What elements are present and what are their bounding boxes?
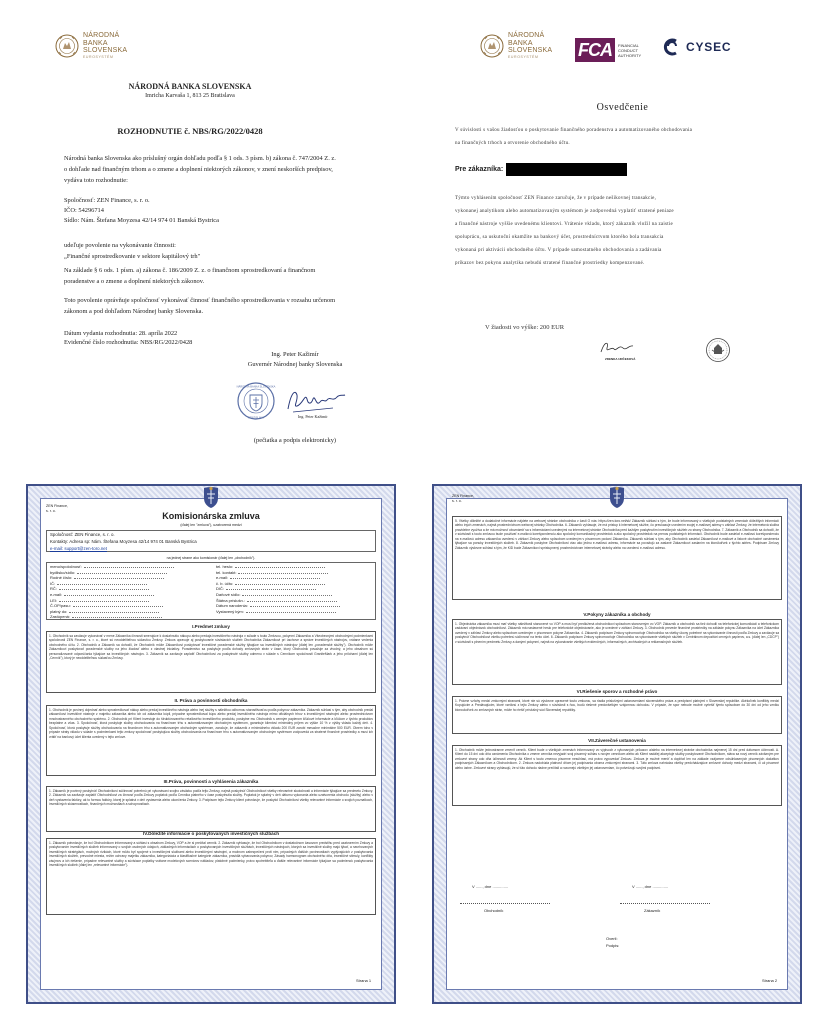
crest-icon bbox=[201, 486, 221, 510]
section-paragraph-box bbox=[452, 516, 782, 600]
client-field-input[interactable] bbox=[77, 573, 167, 574]
client-field bbox=[50, 609, 159, 614]
requested-amount: V žiadosti vo výške: 200 EUR bbox=[485, 324, 565, 331]
client-field bbox=[216, 570, 328, 575]
client-field-input[interactable] bbox=[57, 584, 147, 585]
section-paragraph-box bbox=[46, 786, 376, 832]
signature-line bbox=[620, 903, 710, 904]
fca-text-line: CONDUCT bbox=[618, 47, 638, 53]
client-field bbox=[216, 598, 337, 603]
company-line: Sídlo: Nám. Štefana Moyzesa 42/14 974 01 Banská Bystrica bbox=[64, 217, 219, 224]
client-field-input[interactable] bbox=[64, 595, 154, 596]
section-paragraph: 1. Obchodník sa zaväzuje vykonávať v mene Zákazníka činnosti smerujúce k dosiahnutiu nákupu alebo predaja investičného nástroja v súlade s touto Zmluvou, pokynmi Zákazníka a Všeobecnými obchodnými podmienkami spoločnosti ZEN Finance, s. r. o., ktoré sú neoddeliteľnou súčasťou Zmluvy. Zmluva upravuje aj poskytovanie súvisiacich služieb Obchodníka Zákazníkovi pri úschove a správe investičných nástrojov, vrátane vedenia obchodného účtu. 2. Obchodník a Zákazník sa dohodli, že Obchodník môže Zákazníkovi poskytovať investičné poradenské služby týkajúce sa investičných nástrojov (ďalej len „poradenské služby"). Obchodník môže Zákazníkovi poskytovať poradenské služby na jeho žiadosť alebo z vlastnej iniciatívy. Poradenstvo sa poskytuje podľa dohody zmluvných strán v čase, ktorý Obchodník považuje za vhodný, a jeho obsahom sú personalizované odporúčania týkajúce sa investičných nástrojov. 3. Zákazník sa zaväzuje zaplatiť Obchodníkovi za poskytnuté služby odmenu v súlade s Cenníkom spoločnosti GraniteMark a jeho prílohami (ďalej len „Cenník"), ktorý je neoddeliteľnou súčasťou Zmluvy. bbox=[49, 633, 373, 661]
certificate-seal bbox=[705, 337, 731, 363]
record-number: Evidenčné číslo rozhodnutia: NBS/RG/2022/0428 bbox=[64, 339, 193, 346]
fca-logo bbox=[575, 38, 641, 62]
company-info-row: Spoločnosť: ZEN Finance, s. r. o. bbox=[50, 532, 115, 537]
institution-name: NÁRODNÁ BANKA SLOVENSKA bbox=[128, 82, 252, 91]
intro-line: vydáva toto rozhodnutie: bbox=[64, 177, 128, 184]
section-title: V.Pokyny zákazníka a obchody bbox=[583, 612, 651, 617]
section-title: II. Práva a povinnosti obchodníka bbox=[174, 698, 248, 703]
section-paragraph: 1. Obchodník je povinný dojednať alebo sprostredkovať nákup alebo predaj investičného nástroja alebo inej služby s náležitou odbornou starostlivosťou podľa pokynov zákazníka. Zákazník súhlasí s tým, aby obchodník predal zákazníkovi investičné nástroje z majetku zákazníka alebo ich od zákazníka kúpil, prípadne sprostredkoval kúpu alebo predaj investičného nástroja mimo oficiálnych trhov s investičnými nástrojmi alebo prostredníctvom mnohostranného obchodného systému. 2. Obchodník pri Klient investuje do štruktúrovaného retailového investičného produktu, poskytne mu Obchodník s cenným papierom kľúčové informácie a kľúčom z týchto produktov bezplatne a včas. 3. Spoločnosť, ktorá poskytuje služby obchodovania na finančnom trhu s automatizovaným obchodným systémom, garantuje klientovi minimálny príjem vo výške 10 % z výšky vkladu každý deň. 4. Spoločnosť, ktorá poskytuje služby obchodovania na finančnom trhu s automatizovaným obchodným systémom, zaručuje, že zákazník z minimálneho vkladu 200 EUR zarobí mesačne minimálne 500 EUR. Okrem toho v prípade straty vkladu v súlade s podmienkami tejto zmluvy spoločnosť poskytujúca služby obchodovania na finančnom trhu s automatizovaným obchodným systémom zodpovedá za stratené finančné prostriedky a musí ich vrátiť na bankový účet klienta uvedený v tejto zmluve. bbox=[49, 707, 373, 740]
client-field-label: Č.OP/pasu: bbox=[50, 603, 71, 609]
certificate-document bbox=[415, 0, 830, 468]
section-title: IV.Dôležité informácie o poskytovaných investičných službách bbox=[142, 831, 280, 836]
nbs-logo-line: SLOVENSKA bbox=[508, 47, 553, 54]
client-field-input[interactable] bbox=[73, 606, 163, 607]
client-field bbox=[216, 586, 316, 591]
cysec-wordmark: CYSEC bbox=[686, 40, 732, 54]
section-title: VII.Záverečné ustanovenia bbox=[588, 738, 646, 743]
company-line: IČO: 54296714 bbox=[64, 207, 104, 214]
footer-note: (pečiatka a podpis elektronicky) bbox=[253, 437, 337, 444]
contract-page-2 bbox=[432, 484, 802, 1004]
company-line: Spoločnosť: ZEN Finance, s. r. o. bbox=[64, 197, 150, 204]
client-field-input[interactable] bbox=[59, 601, 149, 602]
nbs-round-stamp bbox=[236, 380, 276, 422]
client-field-input[interactable] bbox=[69, 612, 159, 613]
nbs-decision-document bbox=[0, 0, 415, 468]
company-mark-line: ZEN Finance, bbox=[46, 504, 68, 508]
section-paragraph-box bbox=[452, 696, 782, 734]
certificate-signer: ZDENKA URČEKOVÁ bbox=[605, 357, 636, 361]
client-field-input[interactable] bbox=[250, 606, 340, 607]
client-field bbox=[50, 586, 149, 591]
signature-line bbox=[460, 903, 550, 904]
client-field-input[interactable] bbox=[72, 617, 162, 618]
contract-between: na jednej strane ako komisionár (ďalej len „obchodník"). bbox=[166, 556, 256, 560]
client-field-input[interactable] bbox=[84, 567, 174, 568]
fca-text-line: FINANCIAL bbox=[618, 42, 639, 48]
redacted-customer-name bbox=[506, 163, 627, 176]
section-paragraph-box bbox=[46, 631, 376, 693]
fca-mark: FCA bbox=[575, 38, 615, 62]
client-field bbox=[50, 575, 164, 580]
nbs-emblem-icon bbox=[54, 33, 80, 59]
section-title: I.Predmet zmluvy bbox=[192, 624, 230, 629]
basis-line: Na základe § 6 ods. 1 písm. a) zákona č. 186/2009 Z. z. o finančnom sprostredkovaní a finančnom bbox=[64, 267, 316, 274]
client-field bbox=[50, 592, 154, 597]
client-field-input[interactable] bbox=[242, 595, 332, 596]
certificate-body-line: Týmto vyhlásením spoločnosť ZEN Finance zaručuje, že v prípade nešikovnej transakcie, bbox=[455, 196, 657, 201]
client-field-label: bydlisko/sídlo: bbox=[50, 569, 76, 575]
intro-line: Národná banka Slovenska ako príslušný orgán dohľadu podľa § 1 ods. 3 písm. b) zákona č. 747/2004 Z. z. bbox=[64, 155, 336, 162]
company-mark bbox=[452, 494, 474, 503]
certificate-body-line: vykonanej analytikom alebo automatizovaným systémom je zodpovedná vyplatiť stratené peniaze bbox=[455, 209, 674, 214]
section-paragraph: 5. Všetky dôležité a dodatočné informácie nájdete na webovej stránke obchodníka v časti O nás: https://zen-toro.net/sk/ Zákazník súhlasí s tým, že bude informovaný o všetkých podstatných zmenách dôležitých informácií alebo iných zmenách, najmä prostredníctvom webovej stránky Obchodníka. 6. Zákazník vyhlasuje, že má prístup k internetovej službe, čo preukazuje uvedením svojej e-mailovej adresy v záhlaví Zmluvy, že internetová služba pravidelne využíva a že má možnosť oboznámiť sa s informáciami uvedenými na internetovej stránke Obchodníka pred každým poskytnutím investičných služieb zo strany Obchodníka. 7. Zákazník a Obchodník sa dohodli, že v súvislosti s touto zmluvou bude používať e-mailovú korešpondenciu ako spoločný komunikačný prostriedok a ako spoločný prostriedok na prenos podstatných informácií. Obchodník bude zasielať e-mailovú korešpondenciu na e-mailovú adresu zákazníka uvedenú v záhlaví Zmluvy alebo spôsobom uvedeným v písomnom podaní Zákazníka. Zákazník súhlasí s tým, aby Obchodník zasielal Zákazníkovi e-mailové a listové obchodné oznámenia týkajúce sa ponuky investičných služieb. 8. Zákazník poskytne Obchodníkovi viac ako jednu e-mailovú adresu, informácie sa považujú za zaslané Zákazníkovi zaslaním na ktorúkoľvek z týchto adries. Podpisom Zmluvy Zákazník výslovne súhlasí s tým, že KID bude Zákazníkovi sprístupnený prostredníctvom internetovej stránky alebo na uvedenú e-mailovú adresu. bbox=[455, 518, 779, 551]
section-paragraph-box bbox=[46, 705, 376, 776]
certificate-body-line: vykonaná pri aktivácii obchodného účtu. V prípade samostatného obchodovania a zadávania bbox=[455, 248, 662, 253]
client-field bbox=[216, 581, 325, 586]
nbs-logo-subline: EUROSYSTÉM bbox=[508, 54, 539, 59]
client-field-input[interactable] bbox=[246, 612, 336, 613]
client-field-label: meno/spoločnosť: bbox=[50, 564, 82, 569]
client-field bbox=[50, 614, 162, 619]
section-paragraph: 1. Právne vzťahy medzi zmluvnými stranami, ktoré nie sú výslovne upravené touto zmluvou, sa riadia príslušnými ustanoveniami slovenského práva a predpismi platnými v Slovenskej republike. Akékoľvek konflikty medzi Kupujúcim a Predávajúcim, ktoré vzniknú z tejto Zmluvy alebo v súvislosti s ňou, budú riešené predovšetkým vzájomnou dohodou. V prípade, že spor nebude možné vyriešiť týmto spôsobom do 30 dní od jeho vzniku ktoroukoľvek zo zmluvných strán, môže ho riešiť príslušný súd Slovenskej republiky. bbox=[455, 698, 779, 712]
client-field-label: Štátna príslušn.: bbox=[216, 597, 245, 603]
signature-caption: Ing. Peter Kažimír bbox=[298, 414, 328, 419]
certificate-intro-line: na finančných trhoch a otvorenie obchodného účtu. bbox=[455, 141, 570, 146]
cysec-logo-icon bbox=[662, 37, 682, 57]
client-field-input[interactable] bbox=[235, 567, 325, 568]
client-field bbox=[50, 581, 147, 586]
date-place-line: V ......, dne .............. bbox=[632, 884, 669, 889]
company-email-row bbox=[50, 546, 107, 551]
nbs-logo bbox=[479, 32, 552, 60]
client-field-label: e-mail: bbox=[216, 575, 229, 581]
section-title: III.Práva, povinnosti a vyhlásenia zákazníka bbox=[163, 779, 259, 784]
nbs-logo-subline: EUROSYSTÉM bbox=[83, 54, 114, 59]
customer-sign-label: Zákazník bbox=[644, 908, 661, 913]
section-paragraph-box bbox=[452, 745, 782, 806]
client-field-label: RČ: bbox=[50, 586, 57, 592]
client-field-input[interactable] bbox=[247, 601, 337, 602]
company-mark-line: s. r. o. bbox=[46, 508, 56, 513]
intro-line: o dohľade nad finančným trhom a o zmene a doplnení niektorých zákonov, v znení neskorších predpisov, bbox=[64, 166, 333, 173]
client-field-label: DIČ: bbox=[216, 586, 224, 592]
date-issued: Dátum vydania rozhodnutia: 28. apríla 2022 bbox=[64, 330, 178, 337]
section-title: VI.Riešenie sporov a rozhodné právo bbox=[576, 689, 658, 694]
section-paragraph: 1. Zákazník potvrdzuje, že bol Obchodníkom informovaný a súhlasí s obsahom Zmluvy, VOP a že si prečítal cenník. 2. Zákazník vyhlasuje, že bol Obchodníkom v dostatočnom časovom predstihu pred uzatvorením Zmluvy a poskytovaním investičných služieb informovaný o svojich osobných údajoch, základných informáciách o poskytovaných investičných službách, investičných nástrojoch, ktorých sa investičné služby majú týkať, a navrhovaných investičných stratégiách, možných rizikách, ktoré môžu byť spojené s investičnými službami alebo investičnými nástrojmi, a možnom zabezpečení proti nim, prípadných ďalších povinnostiach vyplývajúcich z poskytovania investičných služieb, prevodné miesta, režim ochrany majetku zákazníka, kategorizácia a klasifikačné kategórie zákazníka, pravidlá vybavovania pokynov, Zásady harmonogram obchodného dňa, investičné stimuly, konflikty záujmov a ich riešenie, prípadne relevantné služby a súvisiace poplatky vrátane modelových scenárov nákladov, platobné podmienky, právo spotrebiteľa a ďalšie relevantné informácie týkajúce sa podmienok poskytovania investičných služieb (ďalej len „relevantné informácie"). bbox=[49, 840, 373, 868]
company-mark-line: s. r. o. bbox=[452, 498, 462, 503]
certificate-body-line: príkazov bez pokynu analytika nebudú stratené finančné prostriedky kompenzované. bbox=[455, 261, 645, 266]
client-field-label: Rodné číslo: bbox=[50, 575, 73, 581]
verified-label: Overil: bbox=[606, 936, 618, 941]
client-field-label: LEI: bbox=[50, 597, 58, 603]
section-paragraph-box bbox=[46, 838, 376, 915]
client-field-input[interactable] bbox=[59, 589, 149, 590]
certificate-body-line: a finančné nástroje vyššie uvedenému klientovi. Vrátenie vkladu, ktorý zákazník vložil na zaistie bbox=[455, 222, 673, 227]
client-field-label: platný do: bbox=[50, 608, 68, 614]
client-field-label: tel. heslo: bbox=[216, 564, 234, 569]
certificate-intro-line: V súvislosti s vašou žiadosťou o poskytovanie finančného poradenstva a automatizovaného obchodovania bbox=[455, 128, 693, 133]
merchant-label: Obchodník bbox=[484, 908, 504, 913]
nbs-logo-line: NÁRODNÁ bbox=[83, 32, 120, 39]
client-field-input[interactable] bbox=[226, 589, 316, 590]
client-field bbox=[216, 609, 336, 614]
contract-page-1 bbox=[26, 484, 396, 1004]
company-mark-line: ZEN Finance, bbox=[452, 494, 474, 498]
client-field bbox=[50, 603, 163, 608]
grant-activity: „Finančné sprostredkovanie v sektore kapitálový trh" bbox=[64, 253, 201, 260]
grant-line: udeľuje povolenie na vykonávanie činnosti: bbox=[64, 242, 176, 249]
nbs-logo-line: NÁRODNÁ bbox=[508, 32, 545, 39]
certificate-signature bbox=[597, 336, 637, 358]
client-field bbox=[50, 598, 149, 603]
nbs-emblem-icon bbox=[479, 33, 505, 59]
client-field-label: tel. kontakt: bbox=[216, 569, 237, 575]
governor-signature bbox=[285, 385, 347, 417]
client-field bbox=[216, 592, 332, 597]
stamp-text: NÁRODNÁ BANKA SLOVENSKA bbox=[236, 385, 276, 389]
signer-name: Ing. Peter Kažimír bbox=[271, 351, 319, 358]
page-number: Strana 2 bbox=[762, 978, 778, 983]
crest-icon bbox=[607, 486, 627, 510]
client-field-input[interactable] bbox=[235, 584, 325, 585]
signature-label: Podpis: bbox=[606, 943, 620, 948]
scope-line: zákonom a pod dohľadom Národnej banky Slovenska. bbox=[64, 308, 204, 315]
client-field bbox=[50, 570, 167, 575]
company-email-link[interactable]: e-mail: support@zen-toro.net bbox=[50, 546, 107, 551]
nbs-logo-line: SLOVENSKA bbox=[83, 47, 128, 54]
fca-text-line: AUTHORITY bbox=[618, 52, 642, 58]
certificate-title: Osvedčenie bbox=[596, 102, 649, 113]
section-paragraph: 1. Obchodník môže jednostranne zmeniť cenník. Klient bude o všetkých zmenách informovaný vo výpisoch z vykonaných príkazov a/alebo na internetovej stránke obchodníka najmenej 15 dní pred dátumom účinnosti. A. Klient do 15 dní odo dňa oznámenia Obchodníka o zmene cenníka nevyjadrí svoj písomný súhlas s novým cenníkom alebo ak Klient nadálej akceptuje služby poskytované Obchodníkom, stáva sa nový cenník záväzným pre zmluvné strany odo dňa účinnosti zmeny. Ak Klient s touto zmenou písomne nesúhlasí, má právo vypovedať Zmluvu. Zmluva je možné meniť a doplňať len na základe vzájomne odsúhlasených písomných dodatkov podpísaných Zákazníkom a Obchodníkom. 2. Zmluva nadobúda platnosť dňom jej podpísania oboma zmluvnými stranami. 3. Táto zmluva nahrádza všetky predchádzajúce zmluvné dohody medzi stranami, či už písomné alebo ústne. Zmluvné strany vyhlasujú, že si túto dohodu riadne prečítali a rozumejú všetkým jej ustanoveniam, čo potvrdzujú svojimi podpismi. bbox=[455, 747, 779, 770]
client-field-label: Zastúpená: bbox=[50, 614, 71, 620]
page-number: Strana 1 bbox=[356, 978, 372, 983]
client-field-input[interactable] bbox=[74, 578, 164, 579]
date-place-line: V ......, dne .............. bbox=[472, 884, 509, 889]
section-paragraph-box bbox=[452, 619, 782, 685]
client-field bbox=[216, 564, 325, 569]
cysec-logo bbox=[662, 37, 731, 57]
nbs-logo-line: BANKA bbox=[508, 39, 533, 47]
decision-title: ROZHODNUTIE č. NBS/RG/2022/0428 bbox=[117, 126, 263, 136]
stamp-subtext: BRATISLAVA bbox=[248, 416, 264, 420]
certificate-body-line: spoluprácu, sa uskutoční okamžite na bankový účet, prostredníctvom ktorého bola transakcia bbox=[455, 235, 664, 240]
client-field bbox=[216, 603, 340, 608]
nbs-logo bbox=[54, 32, 127, 60]
institution-address: Imricha Karvaša 1, 813 25 Bratislava bbox=[145, 93, 235, 99]
client-field-input[interactable] bbox=[238, 573, 328, 574]
client-field-label: Daňové sídlo: bbox=[216, 592, 241, 597]
client-field-label: Vystavený kým: bbox=[216, 608, 244, 614]
contract-subtitle: (ďalej len "zmluva"), uzatvorená medzi bbox=[180, 523, 242, 527]
client-field-label: Dátum narodenia: bbox=[216, 603, 248, 609]
contract-title: Komisionárska zmluva bbox=[162, 511, 260, 521]
client-field-label: č. b. účtu: bbox=[216, 580, 234, 586]
customer-label: Pre zákazníka: bbox=[455, 166, 504, 173]
company-info-row: Kontakty: Adresa sp: Nám. Štefana Moyzesa 42/14 974 01 Banská Bystrica bbox=[50, 539, 197, 544]
basis-line: poradenstve a o zmene a doplnení niektorých zákonov. bbox=[64, 278, 205, 285]
client-field-label: IČ: bbox=[50, 580, 56, 586]
client-field bbox=[50, 564, 174, 569]
section-paragraph: 1. Objednávka zákazníka musí mať všetky náležitosti stanovené vo VOP a musí byť predložená obchodníkovi spôsobom stanoveným vo VOP. Zákazník a obchodník sa tiež dohodli na telefonickej komunikácii a telefonickom zadávaní objednávok obchodníkovi. Zákazník má nastavené heslo pre telefonické objednávanie, ako je uvedené v záhlaví Zmluvy. 3. Obchodník prevede finančné prostriedky na základe pokynu Zákazníka na účet Zákazníka uvedený v záhlaví Zmluvy alebo spôsobom uvedeným v písomnom pokyne Zákazníka. 4. Zákazník podpisom Zmluvy splnomocňuje Obchodníka na všetky úkony potrebné na vykonávanie činností podľa Zmluvy a zaväzuje sa poskytnúť Obchodníkovi všetku potrebnú súčinnosť na tento účel. 6. Zákazník podpisom Zmluvy splnomocňuje Obchodníka na vykonávanie všetkých služieb v Centrálnom depozitári cenných papierov, a.s. (ďalej len „CDCP") v súvislosti s plnením predmetu Zmluvy a danými pokynmi, najmä na vykonávanie všetkých evidenčných, informačných, archivačných a reklamačných služieb. bbox=[455, 621, 779, 644]
nbs-logo-line: BANKA bbox=[83, 39, 108, 47]
section-paragraph: 1. Zákazník je povinný poskytnúť Obchodníkovi súčinnosť potrebnú pri vykonávaní svojho záväzku podľa tejto Zmluvy, najmä poskytnúť Obchodníkovi všetky relevantné skutočnosti a informácie týkajúce sa predmetu Zmluvy. 2. Zákazník sa zaväzuje zaplatiť Obchodníkovi za činnosť podľa Zmluvy poplatok podľa Cenníka platného v čase poskytnutia služby. Poplatok je splatný v deň dátumu vykonania alebo uzatvorenia obchodu (služby) alebo v deň vystavenia faktúry, ak to formou faktúry, ktorej je splatná v deň vystavenia alebo ukončenia Zmluvy. 3. Podpisom tejto Zmluvy klient potvrdzuje, že poskytol Obchodníkovi všetky relevantné informácie o svojich poznatkoch, investičných skúsenostiach, finančných možnostiach a schopnostiach. bbox=[49, 788, 373, 807]
client-field-label: e-mail: bbox=[50, 592, 63, 597]
signer-title: Guvernér Národnej banky Slovenska bbox=[247, 361, 343, 368]
client-field bbox=[216, 575, 320, 580]
client-field-input[interactable] bbox=[230, 578, 320, 579]
scope-line: Toto povolenie oprávňuje spoločnosť vykonávať činnosť finančného sprostredkovania v rozsahu určenom bbox=[64, 297, 336, 304]
